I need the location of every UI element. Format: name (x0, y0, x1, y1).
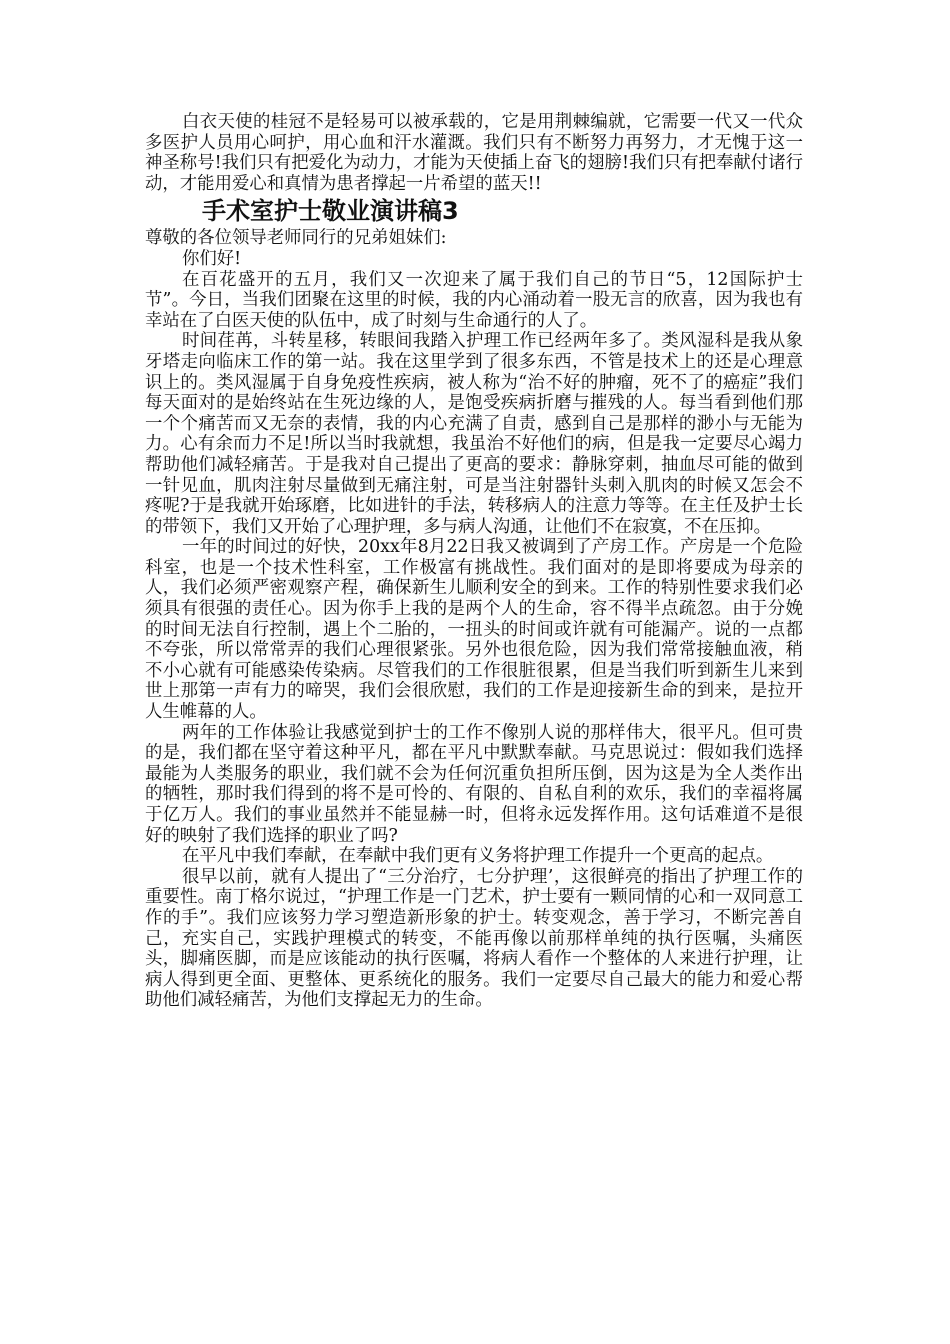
body-paragraph: 两年的工作体验让我感觉到护士的工作不像别人说的那样伟大，很平凡。但可贵的是，我们都在坚守着这种平凡，都在平凡中默默奉献。马克思说过：假如我们选择最能为人类服务的职业，我们就不会为任何沉重负担所压倒，因为这是为全人类作出的牺牲，那时我们得到的将不是可怜的、有限的、自私自利的欢乐，我们的幸福将属于亿万人。我们的事业虽然并不能显赫一时，但将永远发挥作用。这句话难道不是很好的映射了我们选择的职业了吗? (145, 722, 803, 846)
body-paragraph: 在百花盛开的五月，我们又一次迎来了属于我们自己的节日“5，12国际护士节”。今日，当我们团聚在这里的时候，我的内心涌动着一股无言的欣喜，因为我也有幸站在了白医天使的队伍中，成了时刻与生命通行的人了。 (145, 269, 803, 331)
greeting: 你们好! (182, 248, 242, 269)
document-page (145, 112, 803, 1011)
body-paragraph: 在平凡中我们奉献，在奉献中我们更有义务将护理工作提升一个更高的起点。 (182, 846, 774, 867)
body-paragraph: 很早以前，就有人提出了“三分治疗，七分护理’，这很鲜亮的指出了护理工作的重要性。南丁格尔说过，“护理工作是一门艺术，护士要有一颗同情的心和一双同意工作的手”。我们应该努力学习塑造新形象的护士。转变观念，善于学习，不断完善自己，充实自己，实践护理模式的转变，不能再像以前那样单纯的执行医嘱，头痛医头，脚痛医脚，而是应该能动的执行医嘱，将病人看作一个整体的人来进行护理，让病人得到更全面、更整体、更系统化的服务。我们一定要尽自己最大的能力和爱心帮助他们减轻痛苦，为他们支撑起无力的生命。 (145, 866, 803, 1011)
salutation: 尊敬的各位领导老师同行的兄弟姐妹们: (145, 228, 447, 249)
body-paragraph: 时间荏苒，斗转星移，转眼间我踏入护理工作已经两年多了。类风湿科是我从象牙塔走向临床工作的第一站。我在这里学到了很多东西，不管是技术上的还是心理意识上的。类风湿属于自身免疫性疾病，被人称为“治不好的肿瘤，死不了的癌症”我们每天面对的是始终站在生死边缘的人，是饱受疾病折磨与摧残的人。每当看到他们那一个个痛苦而又无奈的表情，我的内心充满了自责，感到自己是那样的渺小与无能为力。心有余而力不足!所以当时我就想，我虽治不好他们的病，但是我一定要尽心竭力帮助他们减轻痛苦。于是我对自己提出了更高的要求：静脉穿刺，抽血尽可能的做到一针见血，肌肉注射尽量做到无痛注射，可是当注射器针头刺入肌肉的时候又怎会不疼呢?于是我就开始琢磨，比如进针的手法，转移病人的注意力等等。在主任及护士长的带领下，我们又开始了心理护理，多与病人沟通，让他们不在寂寞，不在压抑。 (145, 331, 803, 537)
body-paragraph: 一年的时间过的好快，20xx年8月22日我又被调到了产房工作。产房是一个危险科室，也是一个技术性科室，工作极富有挑战性。我们面对的是即将要成为母亲的人，我们必须严密观察产程，确保新生儿顺利安全的到来。工作的特别性要求我们必须具有很强的责任心。因为你手上我的是两个人的生命，容不得半点疏忽。由于分娩的时间无法自行控制，遇上个二胎的，一扭头的时间或许就有可能漏产。说的一点都不夸张，所以常常弄的我们心理很紧张。另外也很危险，因为我们常常接触血液，稍不小心就有可能感染传染病。尽管我们的工作很脏很累，但是当我们听到新生儿来到世上那第一声有力的啼哭，我们会很欣慰，我们的工作是迎接新生命的到来，是拉开人生帷幕的人。 (145, 537, 803, 723)
intro-paragraph: 白衣天使的桂冠不是轻易可以被承载的，它是用荆棘编就，它需要一代又一代众多医护人员用心呵护，用心血和汗水灌溉。我们只有不断努力再努力，才无愧于这一神圣称号!我们只有把爱化为动力，才能为天使插上奋飞的翅膀!我们只有把奉献付诸行动，才能用爱心和真情为患者撑起一片希望的蓝天!! (145, 112, 803, 194)
document-title: 手术室护士敬业演讲稿3 (202, 197, 459, 226)
